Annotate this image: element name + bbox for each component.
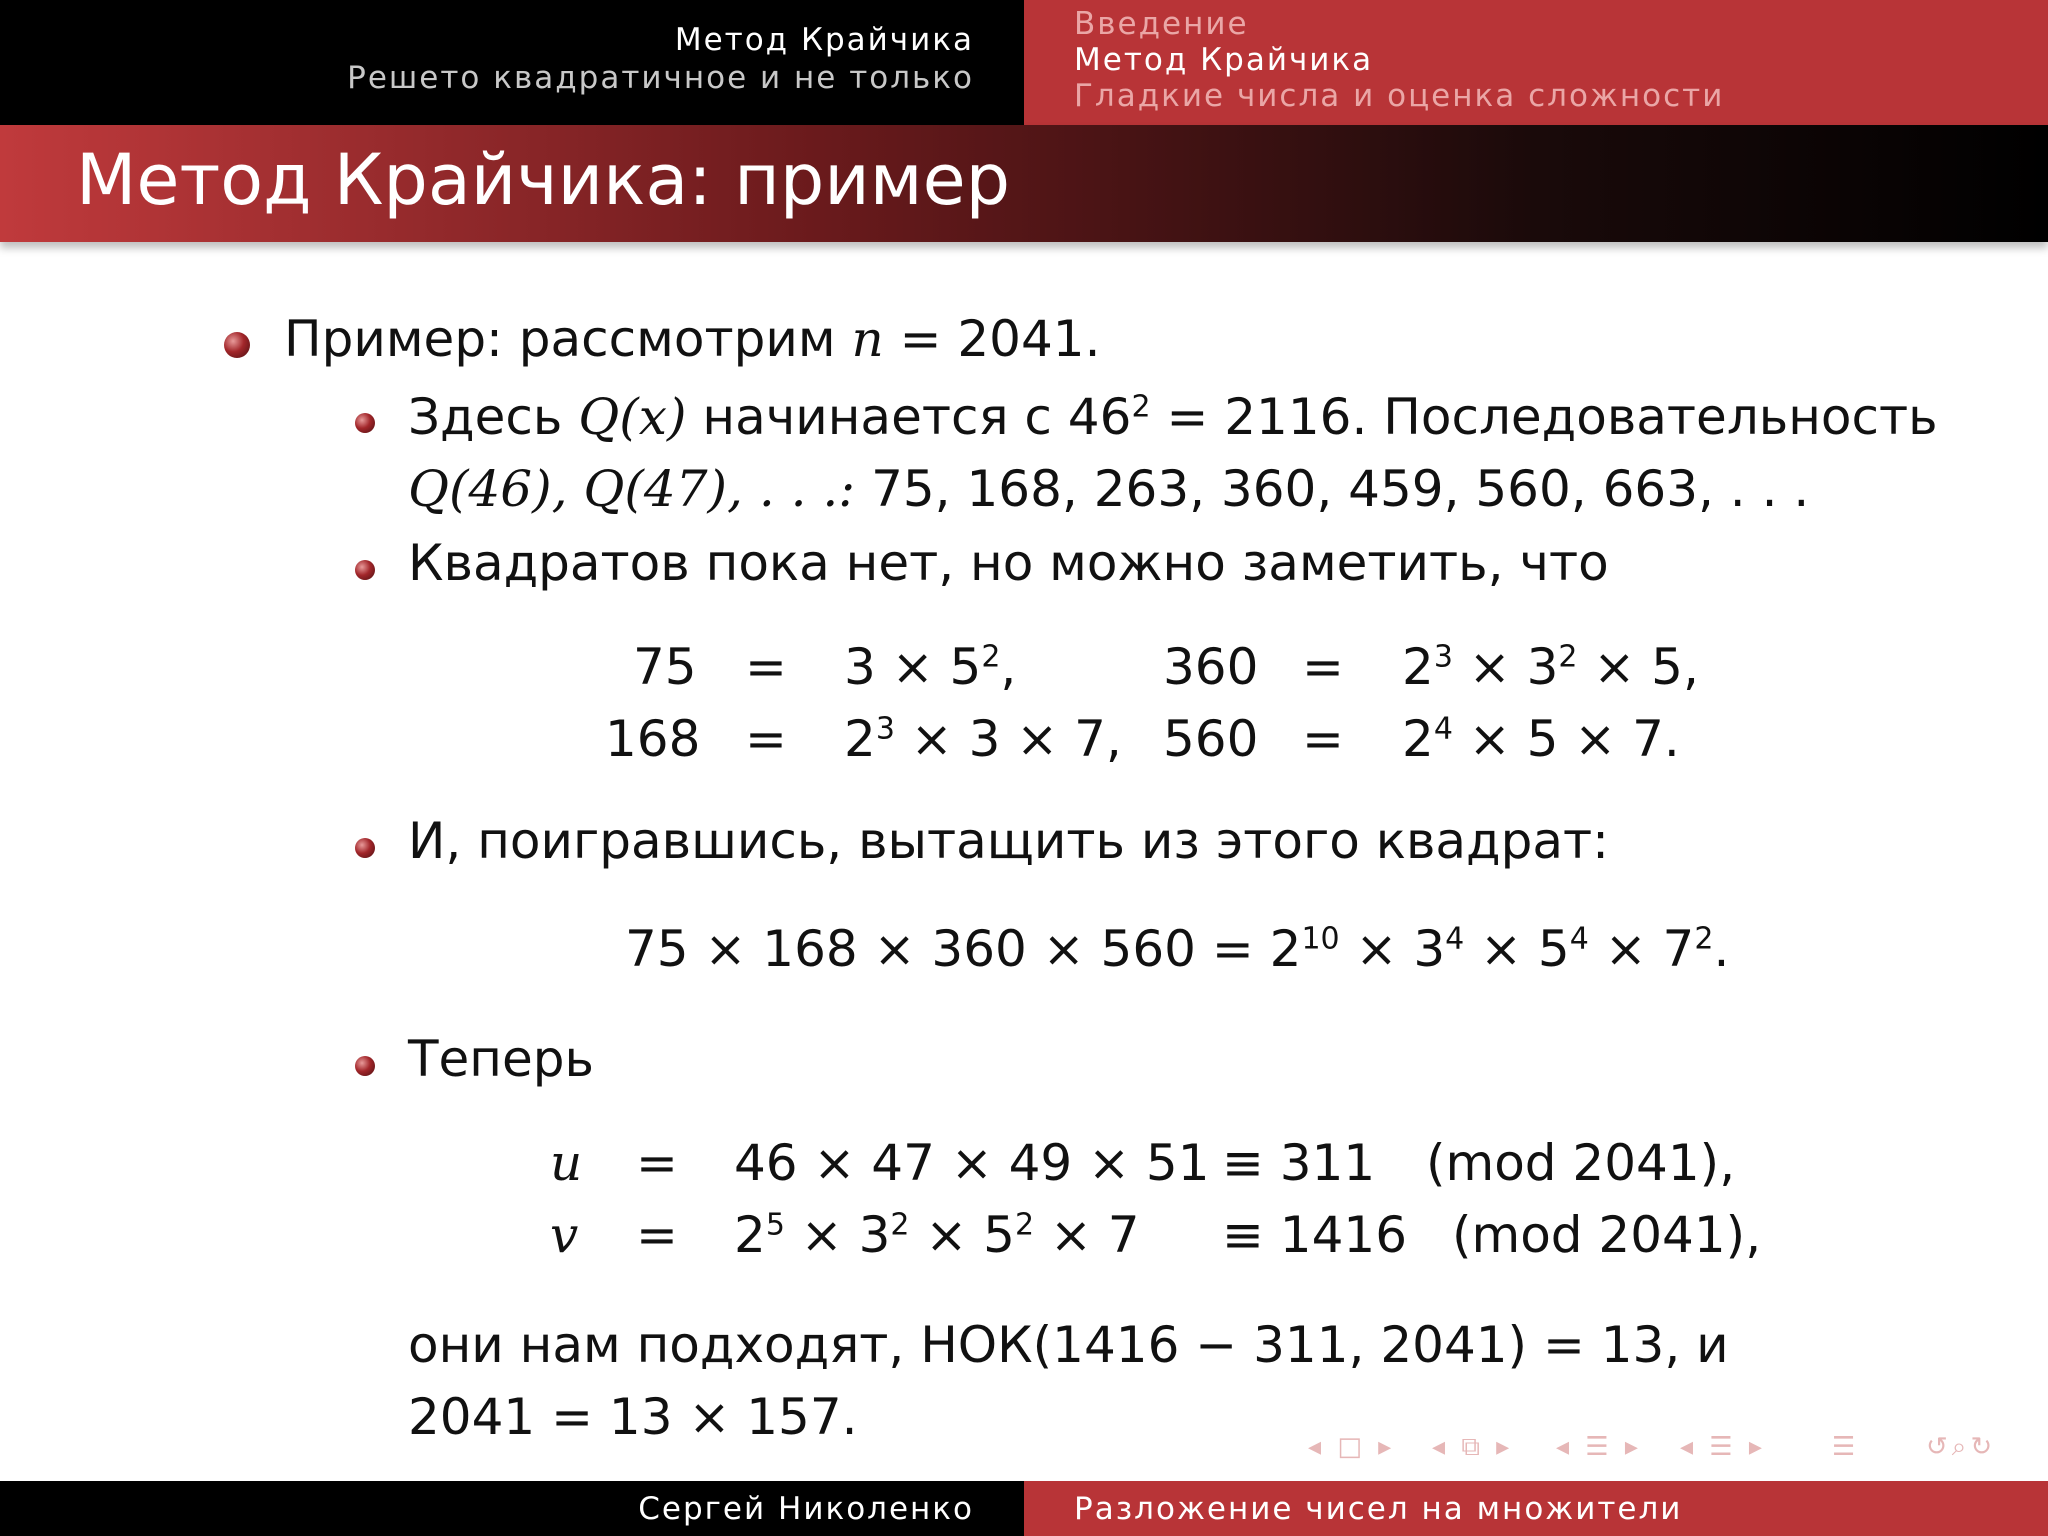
exponent: 3 xyxy=(1433,639,1453,675)
eq-v-mod: (mod 2041), xyxy=(1452,1206,1762,1264)
math-n: n xyxy=(851,310,884,368)
eq-v-rhs xyxy=(734,1206,1140,1264)
math-q-values: Q(46), Q(47), . . .: xyxy=(408,460,856,518)
subbullet-now: Теперь xyxy=(408,1030,594,1088)
eq-v-equals: = xyxy=(636,1206,678,1264)
eq-v-var: v xyxy=(550,1206,579,1264)
eq-part: × 5, xyxy=(1577,638,1699,696)
footer-right-panel xyxy=(1024,1481,2048,1536)
eq-part: × 5 × 7. xyxy=(1452,710,1680,768)
nav-subsection-icon[interactable]: ◂ ⧉ ▸ xyxy=(1432,1432,1514,1462)
eq-part: × 3 × 7, xyxy=(894,710,1122,768)
text-example-prefix: Пример: рассмотрим xyxy=(284,310,836,368)
outline-item-intro[interactable]: Введение xyxy=(1074,6,1249,42)
text-starts-at: начинается с 46 xyxy=(702,388,1132,446)
footer-left-panel xyxy=(0,1481,1024,1536)
nav-subsubsection-icon[interactable]: ◂ ☰ ▸ xyxy=(1680,1432,1766,1462)
math-qx: Q(x) xyxy=(578,388,687,446)
eq-r2-lhs2: 560 xyxy=(1163,710,1259,768)
exponent: 2 xyxy=(890,1207,910,1243)
eq-part: × 7 xyxy=(1034,1206,1140,1264)
eq-part: × 5 xyxy=(909,1206,1015,1264)
eq-r2-equals1: = xyxy=(745,710,787,768)
sub-bullet-ball-icon xyxy=(355,1056,375,1076)
exponent: 4 xyxy=(1433,711,1453,747)
eq-part: 2 xyxy=(1402,710,1434,768)
exponent: 2 xyxy=(981,639,1001,675)
eq-r1-lhs1: 75 xyxy=(633,638,697,696)
eq-u-equals: = xyxy=(636,1134,678,1192)
eq-part: 3 × 5 xyxy=(844,638,982,696)
exponent: 2 xyxy=(1015,1207,1035,1243)
eq-part: . xyxy=(1713,920,1730,978)
eq-part: × 5 xyxy=(1464,920,1570,978)
text-sequence-values: 75, 168, 263, 360, 459, 560, 663, . . . xyxy=(871,460,1810,518)
eq-part: × 3 xyxy=(784,1206,891,1264)
bullet-example-line xyxy=(284,310,1101,368)
eq-u-mod: (mod 2041), xyxy=(1426,1134,1736,1192)
conclusion-line2: 2041 = 13 × 157. xyxy=(408,1388,858,1446)
eq-v-congruence: ≡ 1416 xyxy=(1222,1206,1408,1264)
conclusion-line1: они нам подходят, НОК(1416 − 311, 2041) = 13, и xyxy=(408,1316,1729,1374)
nav-frame-icon[interactable]: ◂ □ ▸ xyxy=(1308,1432,1396,1462)
eq-u-congruence: ≡ 311 xyxy=(1222,1134,1376,1192)
eq-part: × 7 xyxy=(1588,920,1695,978)
text-n-value: = 2041. xyxy=(899,310,1101,368)
sub-bullet-ball-icon xyxy=(355,413,375,433)
subbullet-no-squares: Квадратов пока нет, но можно заметить, что xyxy=(408,534,1609,592)
product-equation xyxy=(625,920,1729,978)
sub-bullet-ball-icon xyxy=(355,560,375,580)
exponent: 2 xyxy=(1694,921,1714,957)
eq-r2-rhs1 xyxy=(844,710,1122,768)
exponent: 3 xyxy=(875,711,895,747)
eq-r1-lhs2: 360 xyxy=(1163,638,1259,696)
eq-r1-equals1: = xyxy=(745,638,787,696)
eq-part: 2 xyxy=(734,1206,766,1264)
eq-r1-rhs2 xyxy=(1402,638,1699,696)
eq-part: 2 xyxy=(1402,638,1434,696)
exponent: 4 xyxy=(1569,921,1589,957)
outline-item-kraitchik[interactable]: Метод Крайчика xyxy=(1074,42,1374,78)
subbullet-sequence-line xyxy=(408,460,1809,518)
nav-search-icon[interactable]: ↺⌕↻ xyxy=(1926,1432,1997,1462)
eq-r2-rhs2 xyxy=(1402,710,1680,768)
eq-r2-equals2: = xyxy=(1302,710,1344,768)
exponent: 2 xyxy=(1558,639,1578,675)
frame-title: Метод Крайчика: пример xyxy=(76,139,1011,221)
eq-part: 2 xyxy=(844,710,876,768)
exponent: 10 xyxy=(1301,921,1340,957)
text-zdes: Здесь xyxy=(408,388,563,446)
eq-part: × 3 xyxy=(1339,920,1446,978)
footer-author: Сергей Николенко xyxy=(638,1491,974,1527)
eq-u-rhs: 46 × 47 × 49 × 51 xyxy=(734,1134,1210,1192)
eq-r1-rhs1 xyxy=(844,638,1016,696)
eq-part: , xyxy=(1000,638,1017,696)
eq-part: × 3 xyxy=(1452,638,1559,696)
header-section-title[interactable]: Метод Крайчика xyxy=(674,22,974,58)
eq-part: 75 × 168 × 360 × 560 = 2 xyxy=(625,920,1302,978)
eq-r2-lhs1: 168 xyxy=(605,710,701,768)
eq-u-var: u xyxy=(550,1134,583,1192)
nav-doc-icon[interactable]: ☰ xyxy=(1832,1432,1860,1462)
header-talk-subtitle[interactable]: Решето квадратичное и не только xyxy=(347,60,974,96)
exponent: 5 xyxy=(765,1207,785,1243)
eq-r1-equals2: = xyxy=(1302,638,1344,696)
exponent: 2 xyxy=(1131,389,1151,425)
footer-talk-title: Разложение чисел на множители xyxy=(1074,1491,1683,1527)
bullet-ball-icon xyxy=(224,332,250,358)
outline-item-smooth-numbers[interactable]: Гладкие числа и оценка сложности xyxy=(1074,78,1725,114)
exponent: 4 xyxy=(1445,921,1465,957)
sub-bullet-ball-icon xyxy=(355,838,375,858)
text-sequence-label: = 2116. Последовательность xyxy=(1166,388,1938,446)
nav-section-icon[interactable]: ◂ ☰ ▸ xyxy=(1556,1432,1642,1462)
subbullet-extract-square: И, поигравшись, вытащить из этого квадрат: xyxy=(408,812,1609,870)
subbullet-q-start-line xyxy=(408,388,1938,446)
